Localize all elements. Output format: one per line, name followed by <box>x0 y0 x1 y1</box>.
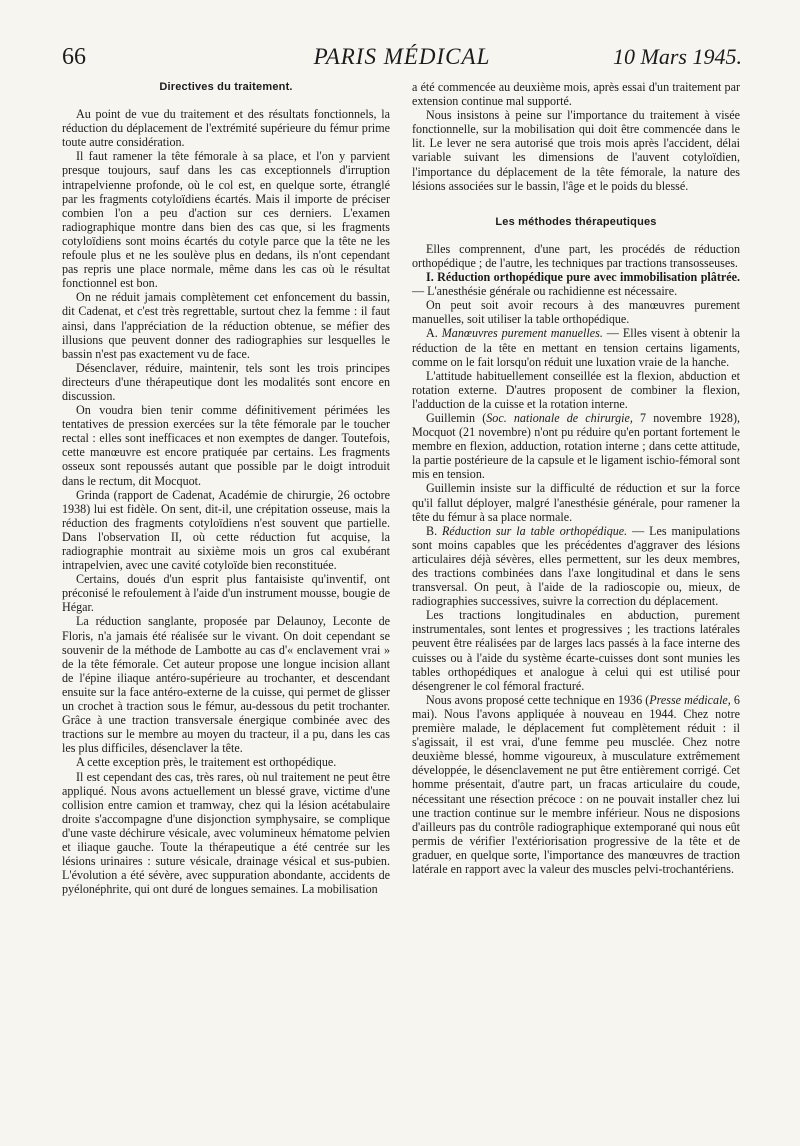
paragraph: On peut soit avoir recours à des manœuvres purement manuelles, soit utiliser la table orthopédique. <box>412 298 740 327</box>
paragraph: L'attitude habituellement conseillée est la flexion, abduction et rotation externe. D'autres proposent de combiner la flexion, l'adduction de la cuisse et la rotation interne. <box>412 368 740 411</box>
subsection-b-text: — Les manipulations sont moins capables que les précédentes d'aggraver des lésions articulaires déjà sévères, elles permettent, sur les deux membres, des tractions combinées dans l'axe longitudinal et dans le sens transversal. On peut, à l'aide de la radioscopie ou, mieux, de radiographies successives, suivre la correction du déplacement. <box>412 523 740 609</box>
page-header <box>62 44 742 74</box>
paragraph: Désenclaver, réduire, maintenir, tels sont les trois principes directeurs d'une thérapeutique dont les modalités sont encore en discussion. <box>62 360 390 403</box>
subsection-a-title: Manœuvres purement manuelles. <box>441 326 603 341</box>
section-1-text: — L'anesthésie générale ou rachidienne est nécessaire. <box>412 284 678 299</box>
paragraph: Il est cependant des cas, très rares, où nul traitement ne peut être appliqué. Nous avons actuellement un blessé grave, victime d'une collision entre camion et tramway, chez qui la lésion acétabulaire droite s'accompagne d'une disjonction symphysaire, se complique d'une vaste déchirure vésicale, avec volumineux hématome pelvien et iliaque gauche. Toute la thérapeutique a été centrée sur les lésions urinaires : suture vésicale, drainage vésical et sus-pubien. L'évolution a été sévère, avec suppuration abondante, accidents de pyélonéphrite, qui ont duré de longues semaines. La mobilisation <box>62 769 390 897</box>
propose-paragraph <box>412 693 740 876</box>
paragraph: On ne réduit jamais complètement cet enfoncement du bassin, dit Cadenat, et c'est très regrettable, surtout chez la femme : il faut ainsi, dans l'appréciation de la réduction obtenue, se méfier des illusions que peuvent donner des radiographies sur lesquelles le bassin n'est pas exactement vu de face. <box>62 290 390 361</box>
citation-reference: Presse médicale, <box>649 692 731 707</box>
issue-date: 10 Mars 1945. <box>613 44 742 69</box>
guillemin-paragraph <box>412 411 740 481</box>
text-run: Nous avons proposé cette technique en 1936 ( <box>426 692 650 707</box>
left-column <box>62 80 390 896</box>
text-run: 6 mai). Nous l'avons appliquée à nouveau en 1944. Chez notre première malade, le déplacement fut complètement réduit : il s'agissait, il est vrai, d'une femme peu musclée. Chez notre deuxième blessé, homme vigoureux, à musculature extrêmement développée, le désenclavement ne put être entièrement corrigé. Cet homme présentait, d'autre part, un fracas articulaire du coude, nécessitant une résection précoce : on ne pouvait installer chez lui une traction continue sur le membre inférieur. Nous ne disposions d'ailleurs pas du contrôle radiographique extemporané qui nous eût permis de vérifier l'extériorisation progressive de la tête et de graduer, en quelque sorte, l'importance des manœuvres de traction latérale en rapport avec la valeur des muscles pelvi-trochantériens. <box>412 692 740 876</box>
journal-title: PARIS MÉDICAL <box>313 44 491 69</box>
paragraph: Elles comprennent, d'une part, les procédés de réduction orthopédique ; de l'autre, les techniques par tractions transosseuses. <box>412 241 740 270</box>
subsection-b-title: Réduction sur la table orthopédique. <box>442 523 628 538</box>
paragraph: Grinda (rapport de Cadenat, Académie de chirurgie, 26 octobre 1938) lui est fidèle. On sent, dit-il, une crépitation osseuse, mais la réduction des fragments cotyloïdiens n'est souvent que partielle. Dans l'observation II, où cette réduction fut acquise, la radiographie montrait au sixième mois un gros cal exubérant intrapelvien, avec une cavité cotyloïde bien reconstituée. <box>62 487 390 573</box>
paragraph: Il faut ramener la tête fémorale à sa place, et l'on y parvient presque toujours, sauf dans les cas exceptionnels d'irruption intrapelvienne profonde, où le col est, en quelque sorte, étranglé par les fragments cotyloïdiens écartés. Mais il importe de préciser combien l'on a peu d'action sur ces derniers. L'examen radiographique montre dans bien des cas que, si les fragments cotyloïdiens sont moins écartés du cotyle parce que la tête ne les refoule plus et ne les soulève plus en dedans, ils n'ont cependant pas repris une place normale, même dans les cas où le résultat fonctionnel est bon. <box>62 149 390 291</box>
page-number: 66 <box>62 44 86 70</box>
paragraph: Certains, doués d'un esprit plus fantaisiste qu'inventif, ont préconisé le refoulement à l'aide d'un instrument mousse, bougie de Hégar. <box>62 572 390 615</box>
section-heading-methodes: Les méthodes thérapeutiques <box>495 215 657 228</box>
paragraph: La réduction sanglante, proposée par Delaunoy, Leconte de Floris, n'a jamais été réalisée sur le vivant. On doit cependant se souvenir de la méthode de Lambotte au cas d'« enclavement vrai » de la tête fémorale. Cet auteur propose une longue incision allant de l'épine iliaque antéro-supérieure au trochanter, et descendant ensuite sur la face antéro-externe de la cuisse, qui permet de glisser un crochet à traction sous le fémur, au-dessous du petit trochanter. Grâce à une traction transversale énergique combinée avec des tractions sur le membre au moyen du tracteur, il a pu, dans les cas les plus difficiles, désenclaver la tête. <box>62 614 390 756</box>
text-run: 7 novembre 1928), Mocquot (21 novembre) n'ont pu réduire qu'en portant fortement le membre en flexion, adduction, rotation interne ; dans cette attitude, la partie postérieure de la capsule et le ligament ischio-fémoral sont mis en tension. <box>412 410 740 482</box>
paragraph: Nous insistons à peine sur l'importance du traitement à visée fonctionnelle, sur la mobilisation qui doit être commencée dans le lit. Le lever ne sera autorisé que trois mois après l'accident, délai variable suivant les dimensions de l'auvent cotyloïdien, l'importance du déplacement de la tête fémorale, la nature des lésions associées sur le bassin, l'âge et le poids du blessé. <box>412 108 740 193</box>
paragraph: a été commencée au deuxième mois, après essai d'un traitement par extension continue mal supporté. <box>412 80 740 109</box>
paragraph: Au point de vue du traitement et des résultats fonctionnels, la réduction du déplacement de l'extrémité supérieure du fémur prime toute autre considération. <box>62 107 390 150</box>
citation-reference: Soc. nationale de chirurgie, <box>486 410 633 425</box>
section-1-paragraph <box>412 270 740 298</box>
paragraph: Guillemin insiste sur la difficulté de réduction et sur la force qu'il fallut déployer, malgré l'anesthésie générale, pour ramener la tête du fémur à sa place normale. <box>412 481 740 524</box>
paragraph: A cette exception près, le traitement est orthopédique. <box>76 755 337 770</box>
text-run: Guillemin ( <box>426 410 487 425</box>
right-column <box>412 80 740 876</box>
paragraph: On voudra bien tenir comme définitivement périmées les tentatives de pression exercées sur la tête fémorale par le toucher rectal : elles sont inefficaces et non exemptes de danger. Toutefois, cette manœuvre est encore pratiquée par certains. Les fragments osseux sont repoussés autant que possible par le doigt introduit dans le rectum, dit Mocquot. <box>62 403 390 488</box>
subsection-b-paragraph: B. Réduction sur la table orthopédique. — Les manipulations sont moins capables que les précédentes d'aggraver des lésions articulaires déjà sévères, elles permettent, sur les deux membres, des tractions combinées dans l'axe longitudinal et dans le sens transversal. On peut, à l'aide de la radioscopie ou, mieux, de radiographies successives, suivre la correction du déplacement. <box>412 523 740 609</box>
subsection-a-paragraph: A. Manœuvres purement manuelles. — Elles visent à obtenir la réduction de la tête en mettant en tension certains ligaments, comme on le fait lorsqu'on réduit une luxation vraie de la hanche. <box>412 326 741 369</box>
paragraph: Les tractions longitudinales en abduction, purement instrumentales, sont lentes et progressives ; les tractions latérales peuvent être réalisées par de larges lacs passés à la face interne des cuisses ou à l'aide du système écarte-cuisses dont sont munies les tables orthopédiques et analogue à celui qui est utilisé pour désengrener le col fémoral fracturé. <box>412 608 740 693</box>
section-1-title: I. Réduction orthopédique pure avec immobilisation plâtrée. <box>426 270 740 285</box>
section-heading-directives: Directives du traitement. <box>159 81 293 93</box>
subsection-a-text: — Elles visent à obtenir la réduction de la tête en mettant en tension certains ligaments, comme on le fait lorsqu'on réduit une luxation vraie de la hanche. <box>412 326 741 369</box>
